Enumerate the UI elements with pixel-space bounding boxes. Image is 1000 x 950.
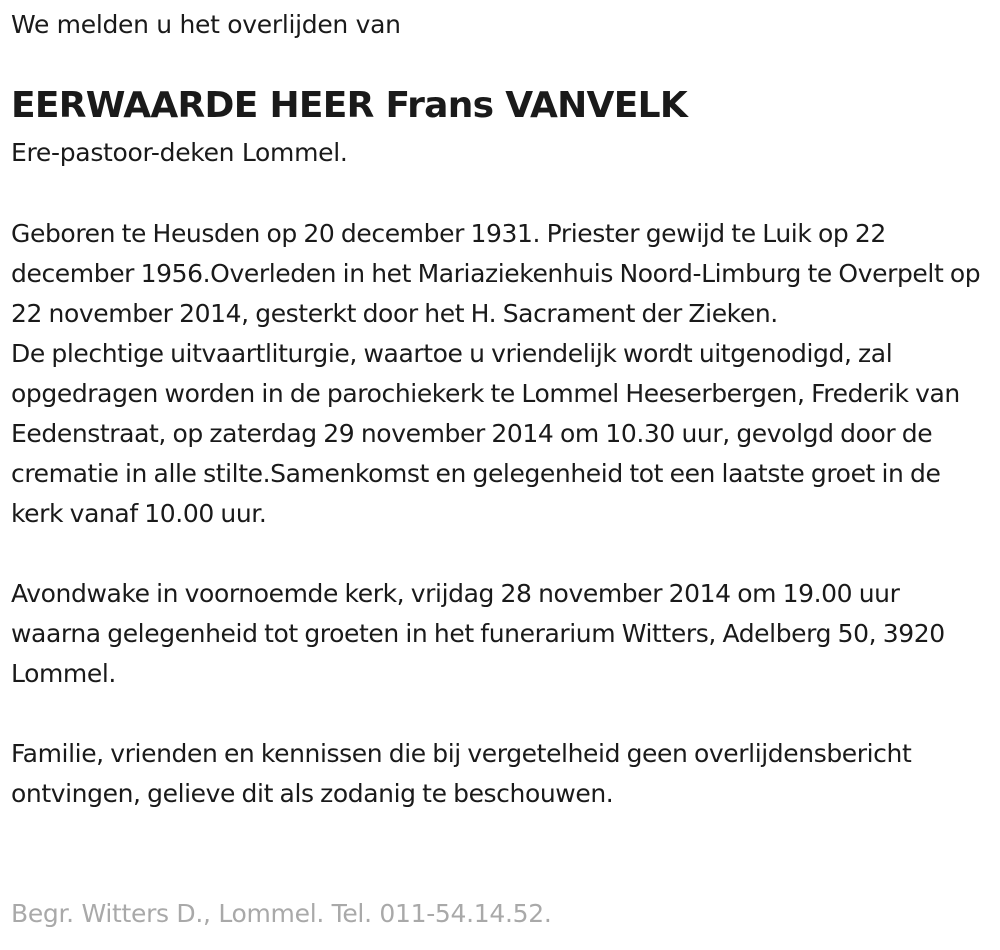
funeral-paragraph: De plechtige uitvaartliturgie, waartoe u vriendelijk wordt uitgenodigd, zal opgedragen worden in de parochiekerk te Lommel Heeserbergen, Frederik van Eedenstraat, op zaterdag 29 november 2014 om 10.30 uur, gevolgd door de crematie in alle stilte.Samenkomst en gelegenheid tot een laatste groet in de kerk vanaf 10.00 uur. bbox=[11, 339, 960, 528]
deceased-title: Ere-pastoor-deken Lommel. bbox=[11, 138, 348, 167]
deceased-name: EERWAARDE HEER Frans VANVELK bbox=[11, 85, 688, 126]
funeral-home-footer: Begr. Witters D., Lommel. Tel. 011-54.14.52. bbox=[11, 899, 552, 928]
family-paragraph: Familie, vrienden en kennissen die bij vergetelheid geen overlijdensbericht ontvingen, gelieve dit als zodanig te beschouwen. bbox=[11, 739, 912, 808]
paragraph-spacer bbox=[11, 534, 991, 574]
paragraph-spacer bbox=[11, 694, 991, 734]
birth-paragraph: Geboren te Heusden op 20 december 1931. Priester gewijd te Luik op 22 december 1956.Overleden in het Mariaziekenhuis Noord-Limburg te Overpelt op 22 november 2014, gesterkt door het H. Sacrament der Zieken. bbox=[11, 219, 981, 328]
notice-body bbox=[11, 214, 991, 814]
wake-paragraph: Avondwake in voornoemde kerk, vrijdag 28 november 2014 om 19.00 uur waarna gelegenheid tot groeten in het funerarium Witters, Adelberg 50, 3920 Lommel. bbox=[11, 579, 945, 688]
intro-text: We melden u het overlijden van bbox=[11, 10, 401, 39]
